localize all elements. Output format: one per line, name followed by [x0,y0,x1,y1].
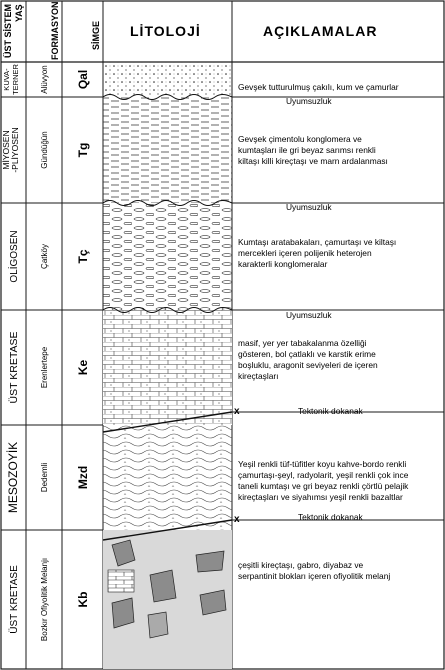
header-litoloji: LİTOLOJİ [130,23,201,39]
unit-description: çamurtaşı-şeyl, radyolarit, yeşil renkli çok ince [238,470,409,480]
unit-contact: Tektonik dokanak [298,406,363,416]
unit-age: TERNER [11,64,20,95]
unit-formation: Alüvyon [40,65,49,94]
unit-contact: Tektonik dokanak [298,512,363,522]
unit-age: ÜST KRETASE [8,331,20,404]
fault-mark: x [234,406,240,417]
unit-formation: Gündüğün [40,131,49,169]
header-aciklamalar: AÇIKLAMALAR [263,23,378,39]
lithology [103,62,232,669]
unit-description: taneli kumtaşı ve gri beyaz renkli çörtlü pelajik [238,481,409,491]
unit-description: çeşitli kireçtaşı, gabro, diyabaz ve [238,560,364,570]
unit-description: Gevşek çimentolu konglomera ve [238,134,362,144]
unit-age: ÜST KRETASE [9,565,20,634]
unit-description: kumtaşları ile gri beyaz sarımsı renkli [238,145,376,155]
header-formasyon: FORMASYON [50,1,60,60]
fault-mark: x [234,514,240,525]
unit-symbol: Tg [76,142,90,158]
header-ust-sistem: ÜST SİSTEM [3,3,13,58]
header-simge: SİMGE [91,20,101,50]
unit-description: boşluklu, aragonit seviyeleri de içeren [238,360,378,370]
unit-formation: Bozkır Ofiyolitik Melanjı [40,557,49,642]
unit-description: kiltaşı killi kireçtaşı ve marn ardalanması [238,156,388,166]
unit-symbol: Kb [76,591,90,608]
unit-description: gösteren, bol çatlaklı ve karstik erime [238,349,376,359]
header [1,2,444,63]
unit-description: Yeşil renkli tüf-tüfitler koyu kahve-bordo renkli [238,459,407,469]
unit-age: OLİGOSEN [9,230,20,283]
header-yas: YAŞ [14,4,24,22]
unit-formation: Dedemli [40,462,49,493]
unit-age: MİYOSEN [1,130,11,170]
unit-symbol: Tç [76,249,90,264]
lithology-tc [103,203,232,310]
unit-description: serpantinit blokları içeren ofiyolitik melanj [238,571,391,581]
unit-description: masif, yer yer tabakalanma özelliği [238,338,367,348]
unit-formation: Çatköy [40,244,49,269]
unit-age: KUVA- [2,68,11,91]
unit-contact: Uyumsuzluk [286,202,332,212]
unit-description: kireçtaşları ve siyahımsı yeşil renkli bazaltlar [238,492,403,502]
unit-description: Kumtaşı aratabakaları, çamurtaşı ve kiltaşı [238,237,397,247]
lithology-tg [103,97,232,203]
lithology-mzd [103,425,232,530]
unit-symbol: Qal [76,69,90,90]
unit-description: mercekleri içeren polijenik heterojen [238,248,372,258]
unit-age: MESOZOYİK [6,441,20,514]
unit-description: Gevşek tutturulmuş çakılı, kum ve çamurlar [238,82,399,92]
unit-age: -PLİYOSEN [10,127,20,173]
unit-contact: Uyumsuzluk [286,96,332,106]
unit-formation: Erenlertepe [40,346,49,389]
unit-contact: Uyumsuzluk [286,310,332,320]
unit-symbol: Mzd [76,465,90,490]
lithology-ke [103,310,232,425]
unit-symbol: Ke [76,359,90,376]
unit-description: kireçtaşları [238,371,279,381]
lithology-qal [103,62,232,97]
unit-description: karakterli konglomeralar [238,259,328,269]
